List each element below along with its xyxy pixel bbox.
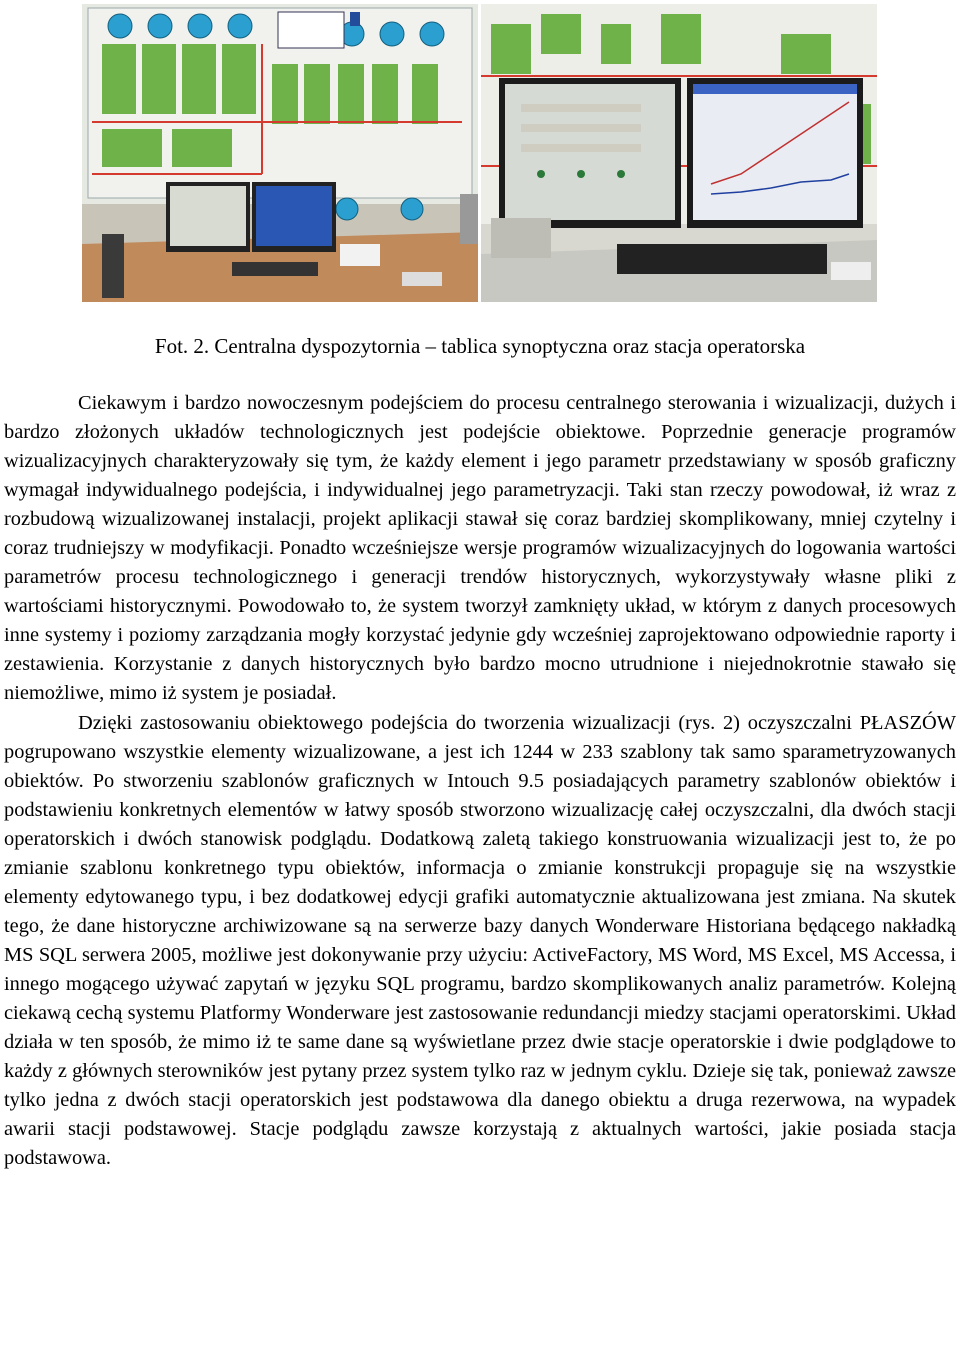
operator-station-monitors-photo: [481, 4, 877, 302]
operator-station-photo: [481, 4, 877, 302]
paragraph-object-approach: Ciekawym i bardzo nowoczesnym podejściem do procesu centralnego sterowania i wizualizacji, dużych i bardzo złożonych układów technologicznych jest podejście obiektowe. Poprzednie generacje programów wizualizacyjnych charakteryzowały się tym, że każdy element i jego parametr przedstawiany w sposób graficzny wymagał indywidualnego podejścia, i indywidualnej jego parametryzacji. Taki stan rzeczy powodował, iż wraz z rozbudową wizualizowanej instalacji, projekt aplikacji stawał się coraz bardziej skomplikowany, mniej czytelny i coraz trudniejszy w modyfikacji. Ponadto wcześniejsze wersje programów wizualizacyjnych do logowania wartości parametrów procesu technologicznego i generacji trendów historycznych, wykorzystywały własne pliki z wartościami historycznymi. Powodowało to, że system tworzył zamknięty układ, w którym z danych procesowych inne systemy i poziomy zarządzania mogły korzystać jedynie gdy wcześniej zaprojektowano odpowiednie raporty i zestawienia. Korzystanie z danych historycznych było bardzo mocno utrudnione i niejednokrotnie stawało się niemożliwe, mimo iż system je posiadał.: [4, 392, 956, 705]
paragraph-plaszow-visualization: Dzięki zastosowaniu obiektowego podejścia do tworzenia wizualizacji (rys. 2) oczyszczalni PŁASZÓW pogrupowano wszystkie elementy wizualizowane, a jest ich 1244 w 233 szablony tak samo sparametryzowanych obiektów. Po stworzeniu szablonów graficznych w Intouch 9.5 posiadających parametry szablonów obiektów i podstawieniu konkretnych elementów w łatwy sposób stworzono wizualizację całej oczyszczalni, dla dwóch stacji operatorskich i dwóch stanowisk podglądu. Dodatkową zaletą takiego konstruowania wizualizacji jest to, że po zmianie szablonu konkretnego typu obiektów, informacja o zmianie konstrukcji propaguje się na wszystkie elementy edytowanego typu, i bez dodatkowej edycji grafiki automatycznie aktualizowana jest zmiana. Na skutek tego, że dane historyczne archiwizowane są na serwerze bazy danych Wonderware Historiana będącego nakładką MS SQL serwera 2005, możliwe jest dokonywanie przy użyciu: ActiveFactory, MS Word, MS Excel, MS Accessa, i innego mogącego używać zapytań w języku SQL programu, bardzo skomplikowanych analiz parametrów. Kolejną ciekawą cechą systemu Platformy Wonderware jest zastosowanie redundancji miedzy stacjami operatorskimi. Układ działa w ten sposób, że mimo iż te same dane są wyświetlane przez dwie stacje operatorskie i dwie podglądowe to każdy z głównych sterowników jest pytany przez system tylko raz w jednym cyklu. Dzieje się tak, ponieważ zawsze tylko jedna z dwóch stacji operatorskich jest podstawowa dla danego obiektu a druga rezerwowa, na wypadek awarii stacji podstawowej. Stacje podglądu zawsze korzystają z aktualnych wartości, jakie posiada stacja podstawowa.: [4, 711, 956, 1170]
control-room-photo: [82, 4, 478, 302]
control-room-synoptic-board-photo: [82, 4, 478, 302]
figure-caption: Fot. 2. Centralna dyspozytornia – tablica synoptyczna oraz stacja operatorska: [154, 334, 806, 358]
article-body: [4, 389, 956, 1173]
